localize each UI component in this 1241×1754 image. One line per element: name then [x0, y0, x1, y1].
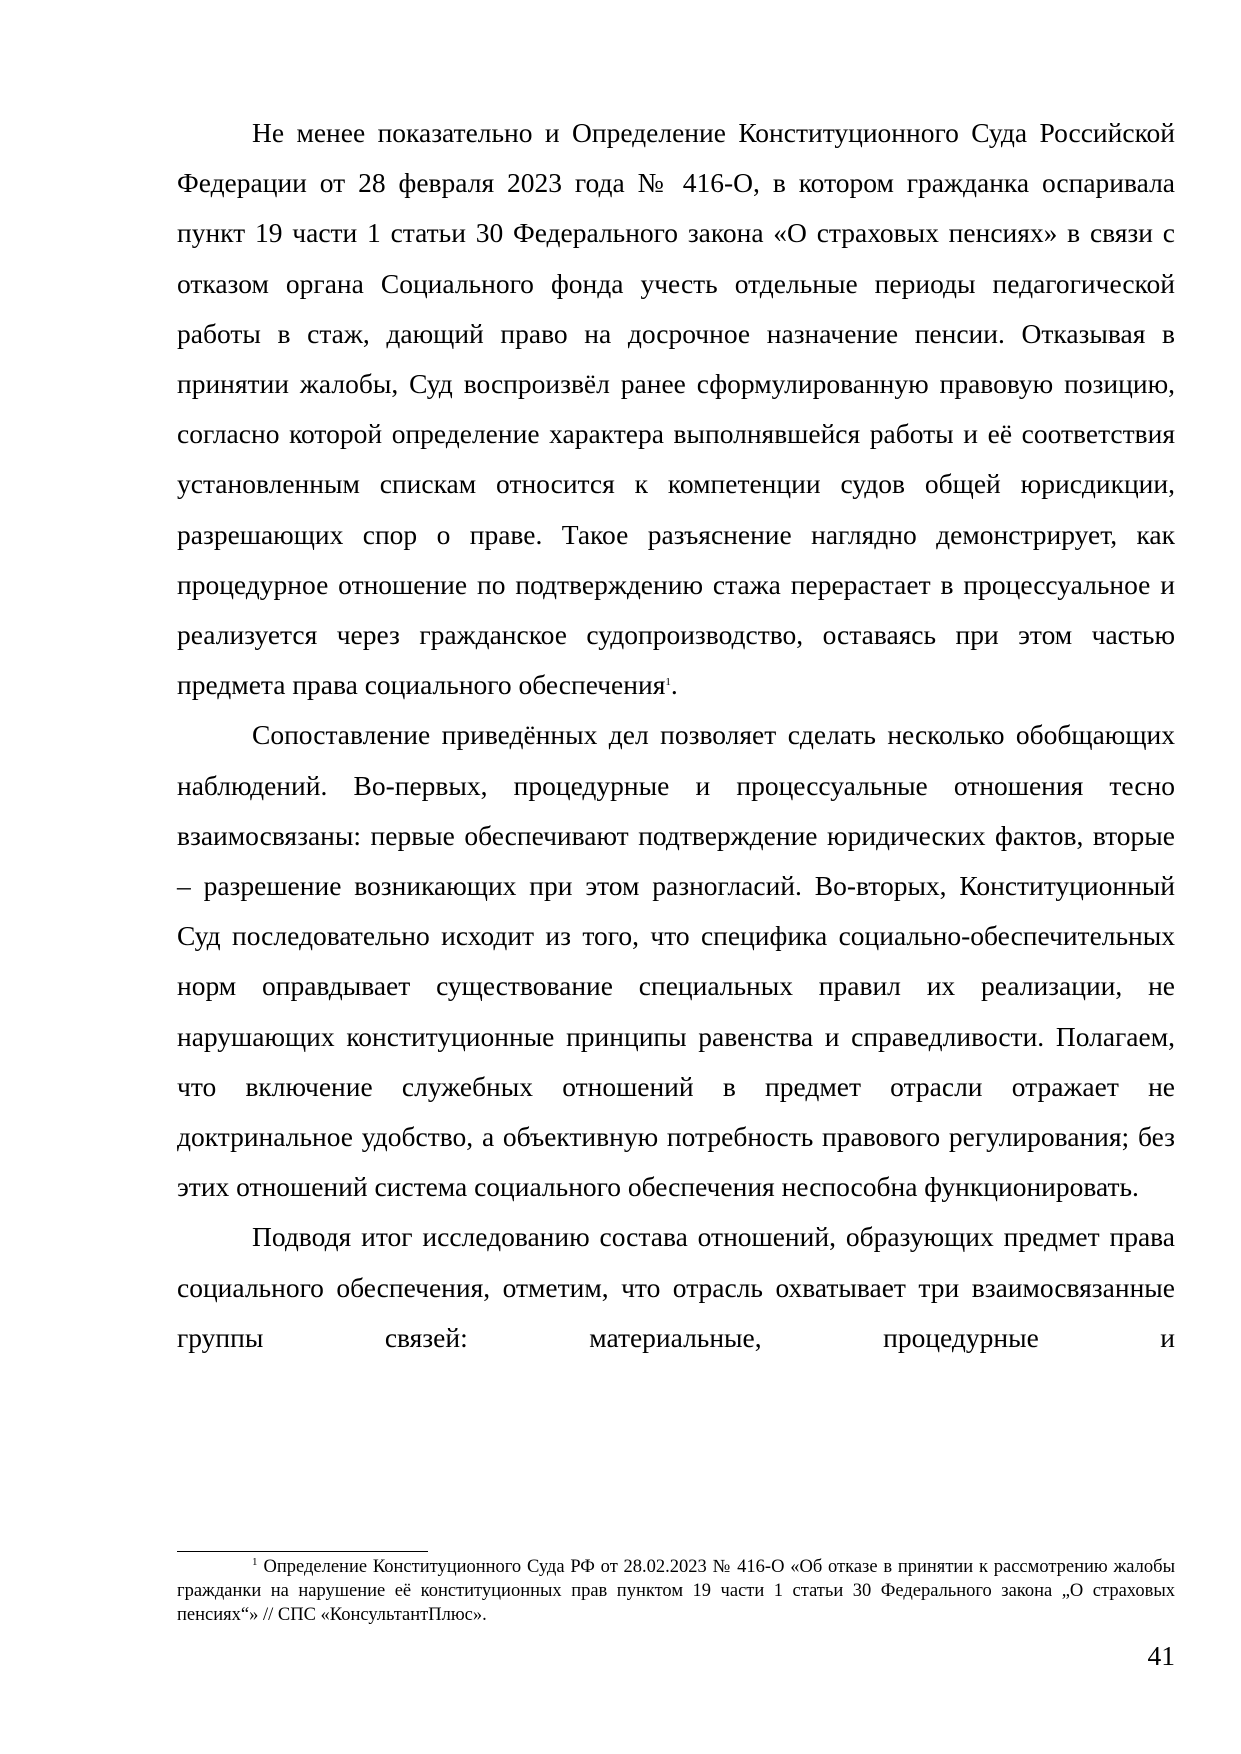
footnote-separator	[177, 1551, 428, 1552]
body-text	[177, 108, 1175, 1363]
footnote	[177, 1555, 1175, 1627]
page-number: 41	[1147, 1640, 1175, 1671]
paragraph-1-tail: .	[670, 669, 678, 701]
paragraph-3-text: Подводя итог исследованию состава отношений, образующих предмет права социального обеспечения, отметим, что отрасль охватывает три взаимосвязанные группы связей: материальные, процедурные и	[177, 1221, 1175, 1353]
paragraph-1-text: Не менее показательно и Определение Конституционного Суда Российской Федерации от 28 февраля 2023 года № 416-О, в котором гражданка оспаривала пункт 19 части 1 статьи 30 Федерального закона «О страховых пенсиях» в связи с отказом органа Социального фонда учесть отдельные периоды педагогической работы в стаж, дающий право на досрочное назначение пенсии. Отказывая в принятии жалобы, Суд воспроизвёл ранее сформулированную правовую позицию, согласно которой определение характера выполнявшейся работы и её соответствия установленным спискам относится к компетенции судов общей юрисдикции, разрешающих спор о праве. Такое разъяснение наглядно демонстрирует, как процедурное отношение по подтверждению стажа перерастает в процессуальное и реализуется через гражданское судопроизводство, оставаясь при этом частью предмета права социального обеспечения	[177, 117, 1175, 701]
paragraph-1	[177, 108, 1175, 710]
footnote-number: 1	[252, 1556, 258, 1568]
paragraph-3	[177, 1212, 1175, 1363]
footnote-reference[interactable]: 1	[665, 676, 671, 689]
paragraph-2-text: Сопоставление приведённых дел позволяет сделать несколько обобщающих наблюдений. Во-первых, процедурные и процессуальные отношения тесно взаимосвязаны: первые обеспечивают подтверждение юридических фактов, вторые – разрешение возникающих при этом разногласий. Во-вторых, Конституционный Суд последовательно исходит из того, что специфика социально-обеспечительных норм оправдывает существование специальных правил их реализации, не нарушающих конституционные принципы равенства и справедливости. Полагаем, что включение служебных отношений в предмет отрасли отражает не доктринальное удобство, а объективную потребность правового регулирования; без этих отношений система социального обеспечения неспособна функционировать.	[177, 719, 1175, 1203]
footnote-text: Определение Конституционного Суда РФ от 28.02.2023 № 416-О «Об отказе в принятии к рассмотрению жалобы гражданки на нарушение её конституционных прав пунктом 19 части 1 статьи 30 Федерального закона „О страховых пенсиях“» // СПС «КонсультантПлюс».	[177, 1557, 1175, 1625]
paragraph-2	[177, 710, 1175, 1212]
